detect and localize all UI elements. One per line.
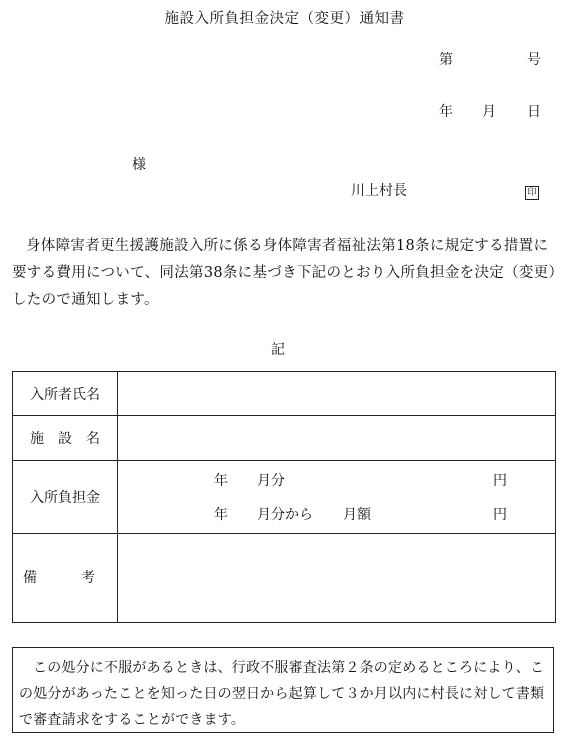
date-month-label: 月 (482, 104, 496, 120)
table-row (13, 461, 556, 534)
fee-yen-1: 円 (493, 473, 507, 489)
ki-heading: 記 (271, 342, 285, 358)
remarks-label (13, 534, 118, 623)
remarks-label-a: 備 (23, 570, 37, 586)
fee-month-2: 月分から (257, 507, 313, 523)
remarks-field[interactable] (118, 534, 556, 623)
fee-label: 入所負担金 (13, 461, 118, 534)
body-paragraph: 身体障害者更生援護施設入所に係る身体障害者福祉法第18条に規定する措置に要する費用について、同法第38条に基づき下記のとおり入所負担金を決定（変更）したので通知します。 (12, 238, 557, 308)
document-title: 施設入所負担金決定（変更）通知書 (164, 11, 405, 27)
number-suffix: 号 (527, 52, 541, 68)
fee-monthly-label: 月額 (343, 507, 371, 523)
issuer-name: 川上村長 (351, 183, 407, 199)
table-row (13, 416, 556, 461)
fee-yen-2: 円 (493, 507, 507, 523)
table-row (13, 372, 556, 416)
remarks-label-b: 考 (81, 570, 95, 586)
seal-icon: 印 (525, 186, 539, 200)
facility-name-field[interactable] (118, 416, 556, 461)
facility-name-label: 施 設 名 (13, 416, 118, 461)
appeal-notice-text: この処分に不服があるときは、行政不服審査法第２条の定めるところにより、この処分があったことを知った日の翌日から起算して３か月以内に村長に対して書類で審査請求をすることができます。 (19, 660, 545, 728)
fee-year-2: 年 (214, 507, 228, 523)
addressee-suffix: 様 (132, 157, 146, 173)
resident-name-label: 入所者氏名 (13, 372, 118, 416)
seal-mark (525, 184, 539, 200)
details-table (12, 371, 556, 623)
date-year-label: 年 (439, 104, 453, 120)
table-row (13, 534, 556, 623)
fee-field[interactable] (118, 461, 556, 534)
number-prefix: 第 (439, 52, 453, 68)
fee-month-1: 月分 (257, 473, 285, 489)
resident-name-field[interactable] (118, 372, 556, 416)
appeal-notice-box (12, 647, 554, 733)
fee-year-1: 年 (214, 473, 228, 489)
date-day-label: 日 (527, 104, 541, 120)
